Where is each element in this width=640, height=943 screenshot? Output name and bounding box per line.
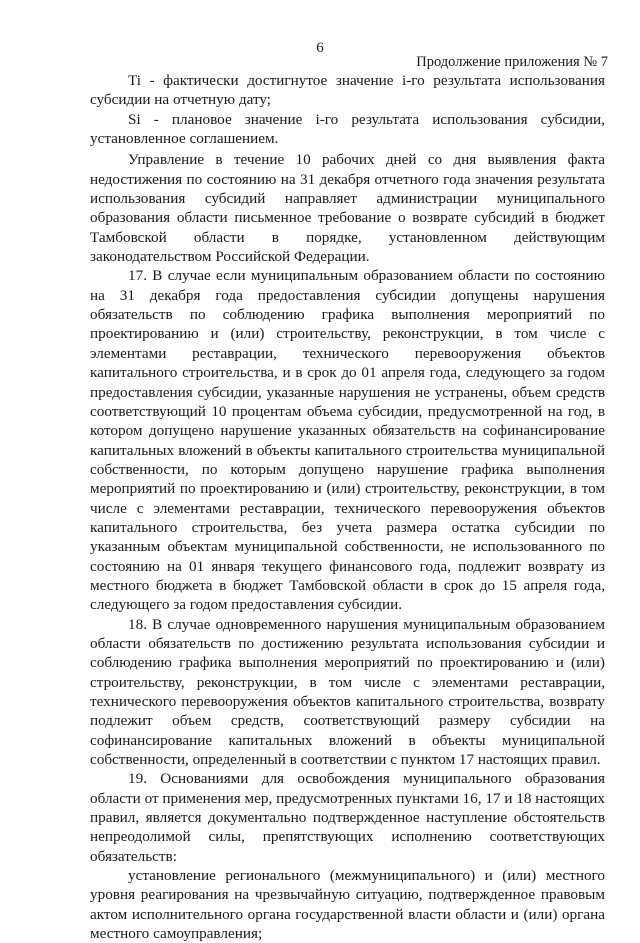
page-number: 6	[316, 40, 324, 56]
paragraph-ti-definition: Ti - фактически достигнутое значение i-го результата использования субсидии на отчетную дату;	[90, 72, 605, 109]
paragraph-return-requirement: Управление в течение 10 рабочих дней со дня выявления факта недостижения по состоянию на 31 декабря отчетного года значения результата использования субсидий направляет администрации муниципального образования области письменное требование о возврате субсидий в бюджет Тамбовской области в порядке, установленном действующим законодательством Российской Федерации.	[90, 151, 605, 266]
paragraph-18: 18. В случае одновременного нарушения муниципальным образованием области обязательств по достижению результата использования субсидии и соблюдению графика выполнения мероприятий по проектированию и (или) строительству, реконструкции, в том числе с элементами реставрации, технического перевооружения объектов капитального строительства, возврату подлежит объем средств, соответствующий размеру субсидии на софинансирование капитальных вложений в объекты муниципальной собственности, определенный в соответствии с пунктом 17 настоящих правил.	[90, 615, 605, 769]
paragraph-17: 17. В случае если муниципальным образованием области по состоянию на 31 декабря года предоставления субсидии допущены нарушения обязательств по соблюдению графика выполнения мероприятий по проектированию и (или) строительству, реконструкции, в том числе с элементами реставрации, технического перевооружения объектов капитального строительства, и в срок до 01 апреля года, следующего за годом предоставления субсидии, указанные нарушения не устранены, объем средств соответствующий 10 процентам объема субсидии, предусмотренной на год, в котором допущено нарушение указанных обязательств на софинансирование капитальных вложений в объекты капитального строительства муниципальной собственности, по которым допущено нарушение графика выполнения мероприятий по проектированию и (или) строительству, реконструкции, в том числе с элементами реставрации, технического перевооружения объектов капитального строительства, без учета размера остатка субсидии по указанным объектам муниципальной собственности, не использованного по состоянию на 01 января текущего финансового года, подлежит возврату из местного бюджета в бюджет Тамбовской области в срок до 15 апреля года, следующего за годом предоставления субсидии.	[90, 267, 605, 614]
paragraph-emergency-regime: установление регионального (межмуниципального) и (или) местного уровня реагирования на чрезвычайную ситуацию, подтвержденное правовым актом исполнительного органа государственной власти области и (или) органа местного самоуправления;	[90, 867, 605, 943]
paragraph-19: 19. Основаниями для освобождения муниципального образования области от применения мер, предусмотренных пунктами 16, 17 и 18 настоящих правил, является документально подтвержденное наступление обстоятельств непреодолимой силы, препятствующих исполнению соответствующих обязательств:	[90, 770, 605, 865]
document-body	[90, 71, 605, 943]
paragraph-si-definition: Si - плановое значение i-го результата использования субсидии, установленное соглашением.	[90, 110, 605, 148]
appendix-continuation-note: Продолжение приложения № 7	[416, 54, 608, 70]
